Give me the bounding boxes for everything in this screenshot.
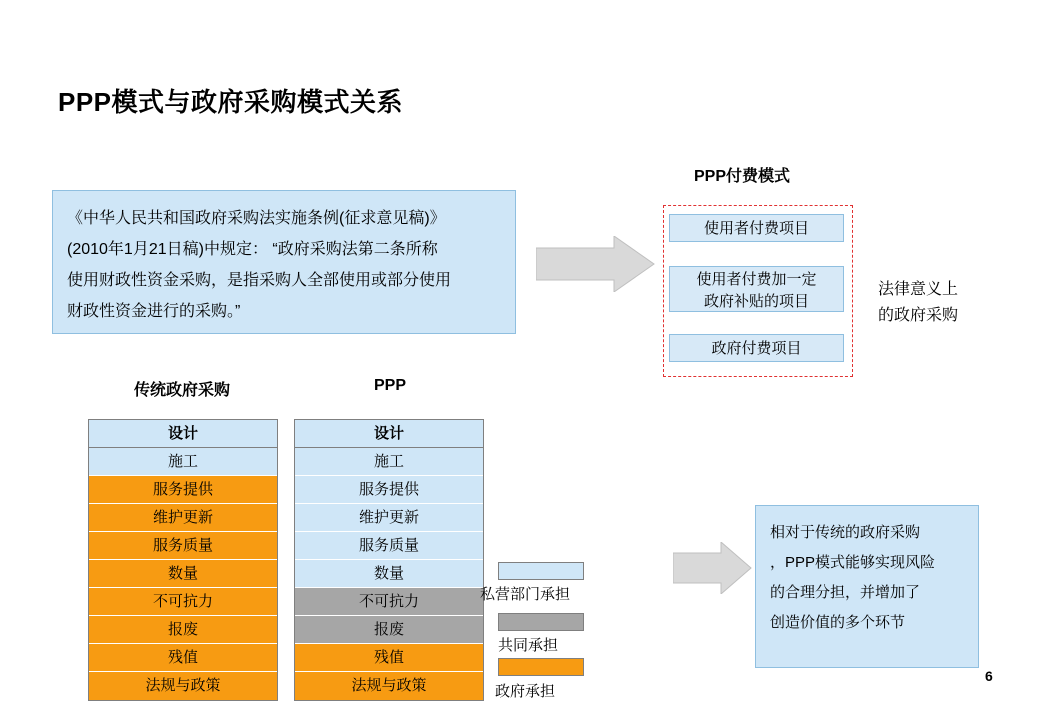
table-row: 报废 [295, 616, 483, 644]
conclusion-line-1: 相对于传统的政府采购 [770, 524, 921, 541]
table-row: 设计 [295, 420, 483, 448]
table-row: 不可抗力 [295, 588, 483, 616]
conclusion-line-2: ，PPP模式能够实现风险 [770, 554, 936, 571]
legend-label-shared: 共同承担 [498, 637, 559, 654]
column-header-ppp: PPP [373, 377, 406, 394]
table-row: 服务提供 [89, 476, 277, 504]
quote-line-2: (2010年1月21日稿)中规定： “政府采购法第二条所称 [67, 241, 438, 258]
legal-note-line-2: 的政府采购 [878, 307, 959, 324]
payment-item-government-pay: 政府付费项目 [669, 334, 844, 362]
table-row: 残值 [295, 644, 483, 672]
table-row: 报废 [89, 616, 277, 644]
payment-item-subsidy-line-1: 使用者付费加一定 [696, 271, 817, 288]
quote-line-4: 财政性资金进行的采购。” [67, 303, 241, 320]
quote-line-1: 《中华人民共和国政府采购法实施条例(征求意见稿)》 [67, 210, 446, 227]
table-row: 数量 [89, 560, 277, 588]
page-title: PPP模式与政府采购模式关系 [58, 87, 404, 117]
conclusion-box [755, 505, 979, 668]
legend-swatch-government [498, 658, 584, 676]
conclusion-line-4: 创造价值的多个环节 [770, 614, 906, 631]
table-row: 服务提供 [295, 476, 483, 504]
legal-meaning-note [878, 277, 998, 329]
table-row: 设计 [89, 420, 277, 448]
traditional-procurement-stack [88, 419, 278, 701]
table-row: 服务质量 [295, 532, 483, 560]
legend-label-government: 政府承担 [495, 683, 556, 700]
table-row: 服务质量 [89, 532, 277, 560]
legend-label-private: 私营部门承担 [480, 586, 571, 603]
procurement-law-quote-box [52, 190, 516, 334]
column-header-traditional: 传统政府采购 [133, 382, 230, 399]
quote-line-3: 使用财政性资金采购，是指采购人全部使用或部分使用 [67, 272, 452, 289]
legend-swatch-shared [498, 613, 584, 631]
page-number: 6 [985, 668, 993, 684]
table-row: 不可抗力 [89, 588, 277, 616]
table-row: 维护更新 [89, 504, 277, 532]
legal-note-line-1: 法律意义上 [878, 281, 959, 298]
arrow-right-top-icon [536, 236, 656, 292]
table-row: 维护更新 [295, 504, 483, 532]
payment-item-subsidy-line-2: 政府补贴的项目 [703, 293, 809, 310]
table-row: 施工 [89, 448, 277, 476]
ppp-payment-title: PPP付费模式 [694, 168, 791, 185]
table-row: 残值 [89, 644, 277, 672]
payment-item-user-pay-with-subsidy [669, 266, 844, 312]
payment-item-user-pay: 使用者付费项目 [669, 214, 844, 242]
table-row: 数量 [295, 560, 483, 588]
legend-swatch-private [498, 562, 584, 580]
table-row: 法规与政策 [89, 672, 277, 700]
table-row: 施工 [295, 448, 483, 476]
arrow-right-bottom-icon [673, 542, 753, 594]
ppp-stack [294, 419, 484, 701]
table-row: 法规与政策 [295, 672, 483, 700]
conclusion-line-3: 的合理分担，并增加了 [770, 584, 921, 601]
